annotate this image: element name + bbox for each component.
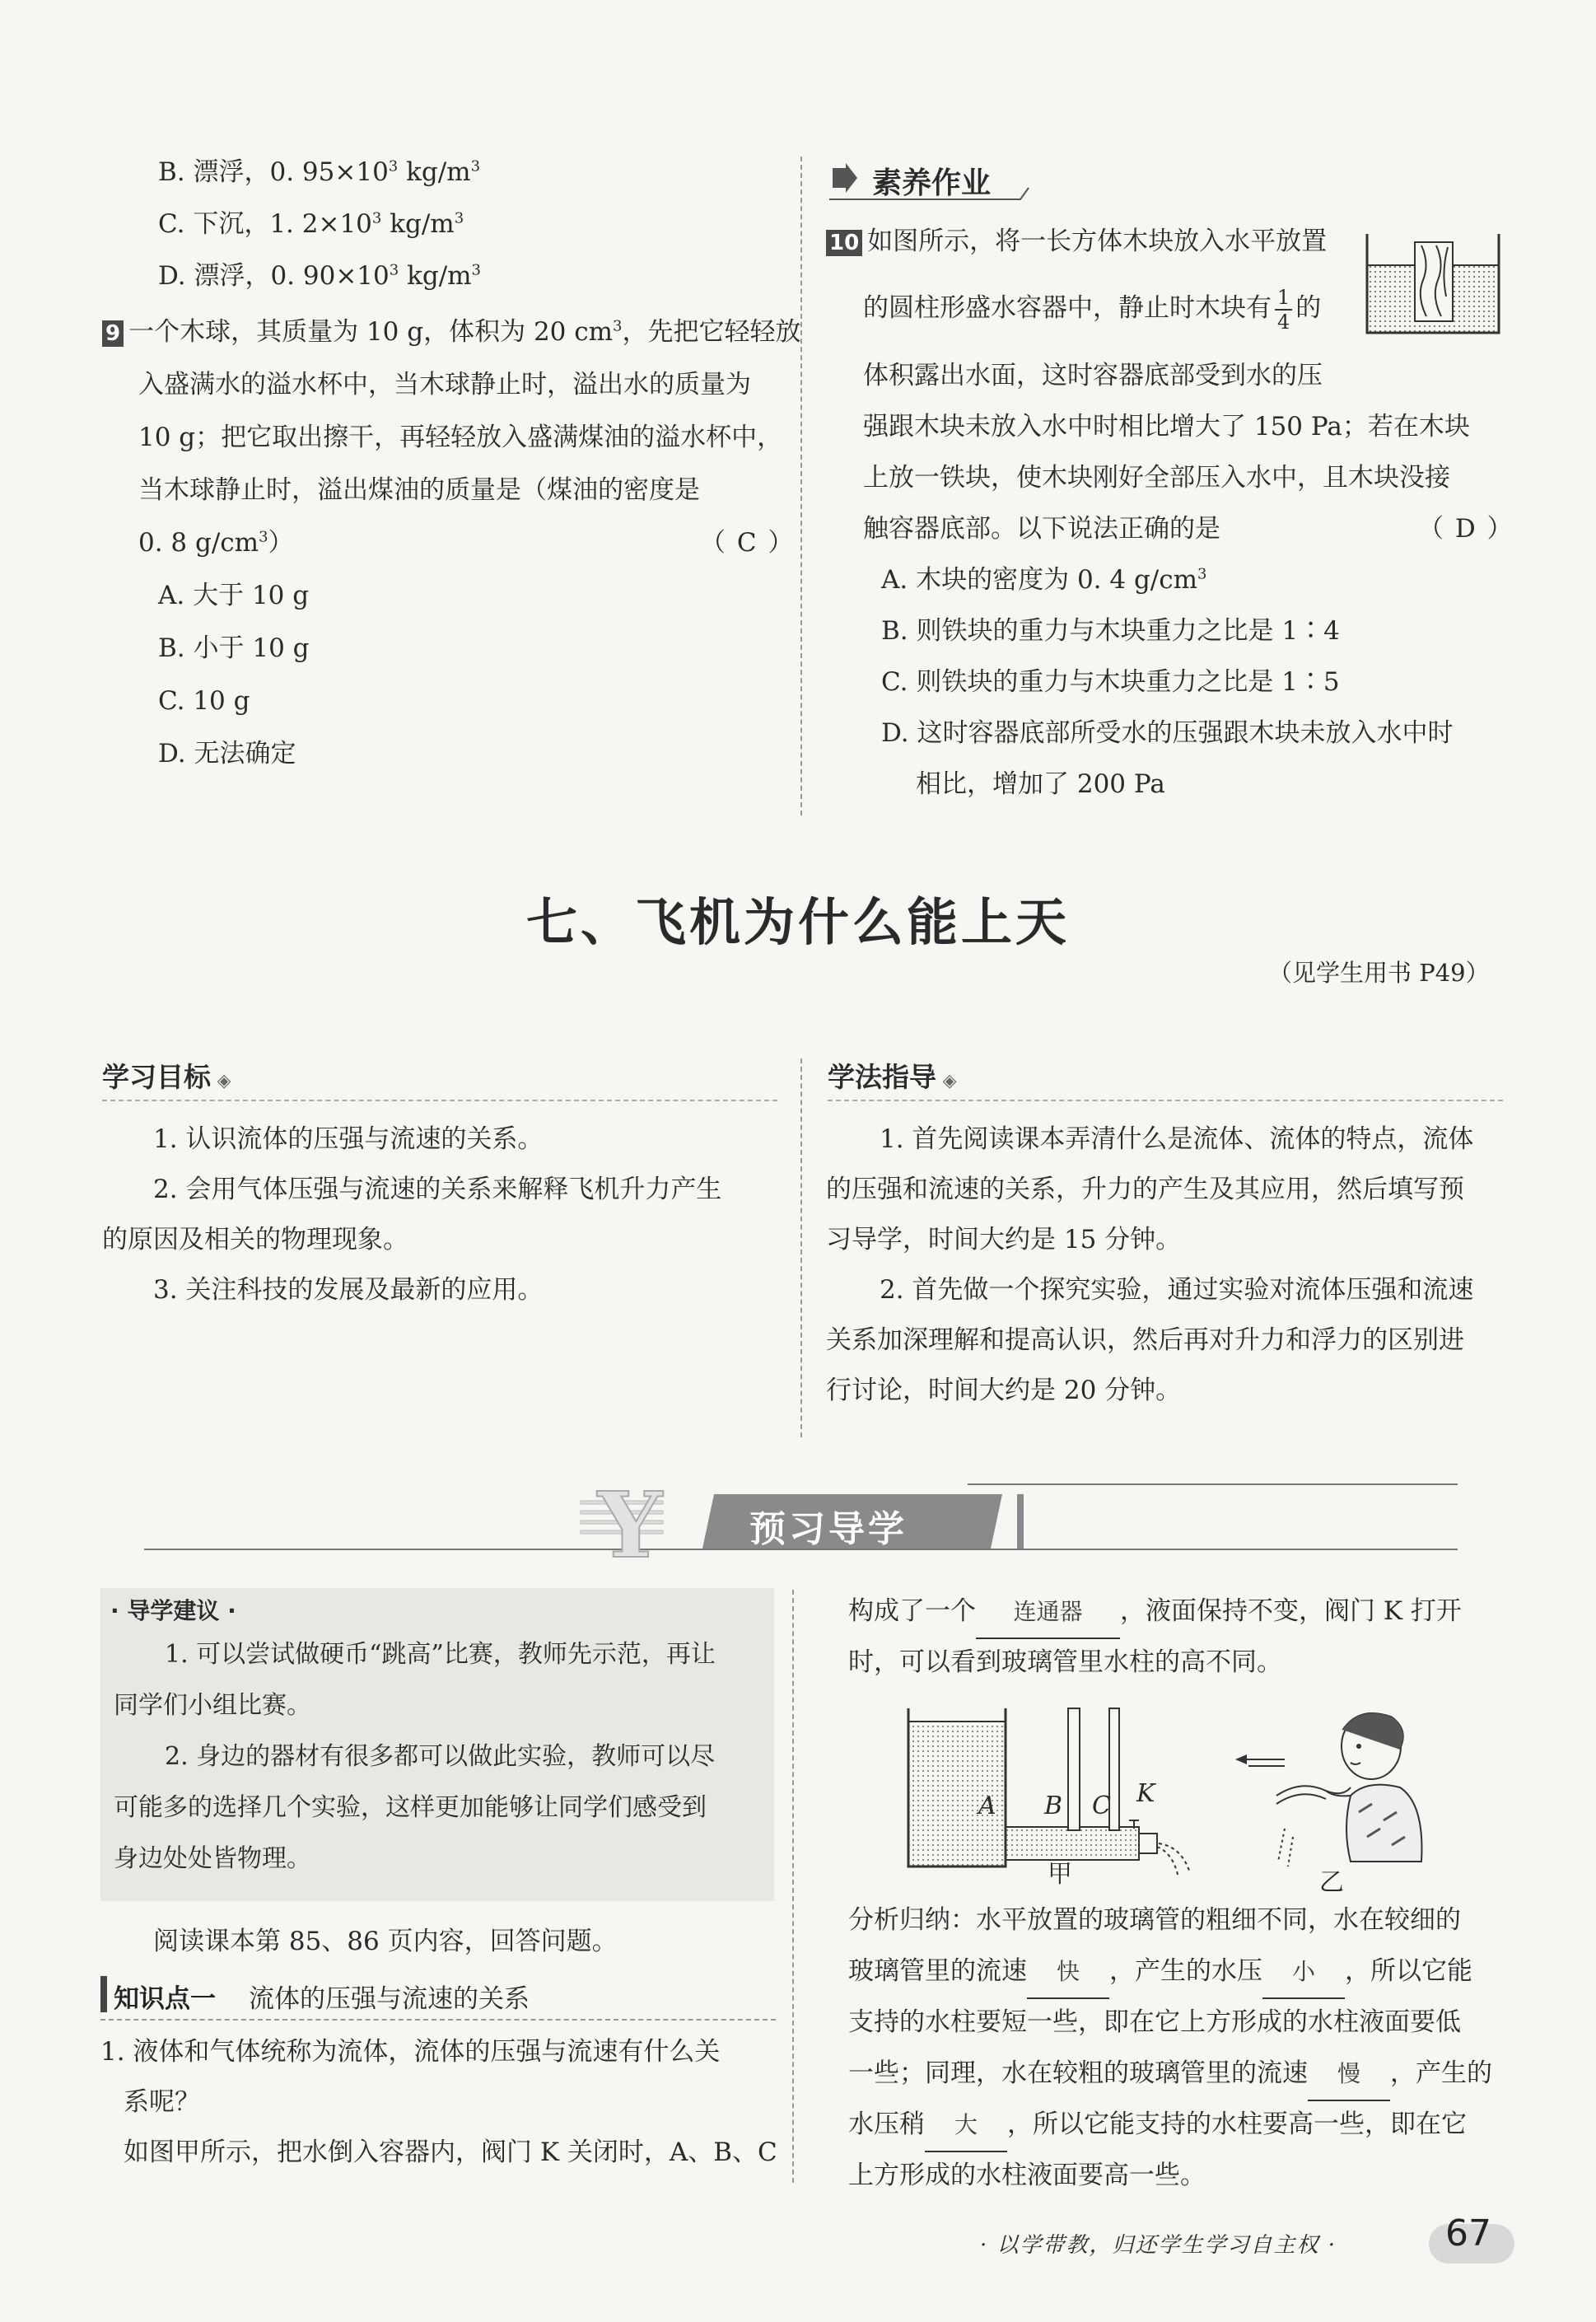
q8-option-d: D. 漂浮，0. $90\times 10^3$ $kg/m^3$ xyxy=(158,261,481,291)
column-divider-middle xyxy=(800,1058,802,1437)
q9-line4: 当木球静止时，溢出煤油的质量是（煤油的密度是 xyxy=(138,475,700,505)
q9-option-a: A. 大于 10 g xyxy=(158,581,310,610)
q10-option-d-line1: D. 这时容器底部所受水的压强跟木块未放入水中时 xyxy=(881,718,1454,748)
analysis-line-3: 支持的水柱要短一些，即在它上方形成的水柱液面要低 xyxy=(848,2007,1461,2037)
knowledge-point-title: 流体的压强与流速的关系 xyxy=(249,1984,530,2014)
page-number: 67 xyxy=(1445,2212,1491,2254)
label-b: B xyxy=(1044,1792,1063,1820)
rb-line2: 时，可以看到玻璃管里水柱的高不同。 xyxy=(848,1647,1282,1677)
q10-option-d-line2: 相比，增加了 200 Pa xyxy=(916,769,1165,799)
knowledge-point-label: 知识点一 xyxy=(114,1984,216,2014)
q1-line3: 如图甲所示，把水倒入容器内，阀门 K 关闭时，A、B、C xyxy=(124,2137,777,2167)
analysis-line-6: 上方形成的水柱液面要高一些。 xyxy=(848,2161,1206,2190)
figure-caption-jia: 甲 xyxy=(1048,1860,1072,1889)
goals-underline xyxy=(102,1100,777,1105)
method-heading: 学法指导 ◈ xyxy=(828,1061,957,1093)
suggestion-line-3: 2. 身边的器材有很多都可以做此实验，教师可以尽 xyxy=(165,1742,716,1771)
svg-text:Y: Y xyxy=(597,1483,663,1565)
method-line-2: 的压强和流速的关系，升力的产生及其应用，然后填写预 xyxy=(826,1175,1464,1204)
container-with-wood-block-figure xyxy=(1359,231,1507,338)
q9-option-b: B. 小于 10 g xyxy=(158,633,310,663)
q9-line5: 0. 8 $g/cm^3$） xyxy=(138,528,294,558)
q10-line6: 触容器底部。以下说法正确的是 xyxy=(863,514,1220,544)
goal-2: 2. 会用气体压强与流速的关系来解释飞机升力产生 xyxy=(153,1175,722,1204)
analysis-line-2: 玻璃管里的流速 快 ，产生的水压 小 ，所以它能 xyxy=(848,1946,1472,1999)
q10-number: 10 xyxy=(826,230,862,256)
q10-line3: 体积露出水面，这时容器底部受到水的压 xyxy=(863,361,1323,390)
figure-caption-yi: 乙 xyxy=(1319,1868,1344,1897)
diamond-icon: ◈ xyxy=(211,1071,231,1091)
label-k: K xyxy=(1136,1779,1155,1808)
method-underline xyxy=(828,1100,1503,1105)
q9-number: 9 xyxy=(102,320,124,347)
q10-option-b: B. 则铁块的重力与木块重力之比是 1∶4 xyxy=(881,616,1340,646)
guide-suggestion-heading: · 导学建议 · xyxy=(110,1597,236,1624)
q10-line2: 的圆柱形盛水容器中，静止时木块有 $\frac{1}{4}$ 的 xyxy=(863,285,1322,334)
goal-2-cont: 的原因及相关的物理现象。 xyxy=(102,1225,408,1254)
label-a: A xyxy=(978,1792,996,1820)
diamond-icon: ◈ xyxy=(936,1071,957,1091)
boy-blowing-paper-figure-yi xyxy=(1227,1705,1433,1886)
method-line-3: 习导学，时间大约是 15 分钟。 xyxy=(826,1225,1182,1254)
suggestion-line-2: 同学们小组比赛。 xyxy=(114,1691,311,1720)
preview-banner: Y 预习导学 xyxy=(144,1483,1458,1565)
goal-3: 3. 关注科技的发展及最新的应用。 xyxy=(153,1275,544,1305)
reading-instruction: 阅读课本第 85、86 页内容，回答问题。 xyxy=(153,1927,618,1956)
method-line-1: 1. 首先阅读课本弄清什么是流体、流体的特点，流体 xyxy=(880,1124,1474,1154)
knowledge-point-header xyxy=(100,1973,776,2021)
label-c: C xyxy=(1092,1792,1111,1820)
blank-small: 小 xyxy=(1262,1946,1345,1999)
q10-option-a: A. 木块的密度为 0. 4 $g/cm^3$ xyxy=(881,565,1207,595)
q9-line3: 10 g；把它取出擦干，再轻轻放入盛满煤油的溢水杯中， xyxy=(138,423,783,452)
suggestion-line-5: 身边处处皆物理。 xyxy=(114,1844,311,1873)
q10-option-c: C. 则铁块的重力与木块重力之比是 1∶5 xyxy=(881,667,1340,697)
footer-motto: · 以学带教，归还学生学习自主权 · xyxy=(980,2233,1337,2258)
q9-line1: 9 一个木球，其质量为 10 g，体积为 20 $cm^3$，先把它轻轻放 xyxy=(102,306,800,357)
guide-suggestion-box xyxy=(100,1588,774,1901)
q10-line5: 上放一铁块，使木块刚好全部压入水中，且木块没接 xyxy=(863,463,1450,493)
method-line-6: 行讨论，时间大约是 20 分钟。 xyxy=(826,1376,1182,1405)
suyang-header: 素养作业 xyxy=(826,157,1032,203)
rb-line1: 构成了一个 连通器 ，液面保持不变，阀门 K 打开 xyxy=(848,1586,1462,1639)
blank-slow: 慢 xyxy=(1308,2049,1390,2101)
q9-line2: 入盛满水的溢水杯中，当木球静止时，溢出水的质量为 xyxy=(138,370,751,399)
method-line-5: 关系加深理解和提高认识，然后再对升力和浮力的区别进 xyxy=(826,1325,1464,1355)
blank-large: 大 xyxy=(925,2100,1007,2152)
goals-heading: 学习目标 ◈ xyxy=(102,1061,231,1093)
analysis-line-4: 一些；同理，水在较粗的玻璃管里的流速 慢 ，产生的 xyxy=(848,2048,1492,2101)
column-divider-top xyxy=(800,157,802,815)
column-divider-bottom xyxy=(792,1590,794,2183)
y-letter-icon xyxy=(572,1483,679,1565)
blank-connector: 连通器 xyxy=(976,1586,1120,1639)
q10-line1: 10 如图所示，将一长方体木块放入水平放置 xyxy=(826,216,1327,267)
q1-line2: 系呢？ xyxy=(124,2087,200,2117)
q10-line4: 强跟木块未放入水中时相比增大了 150 Pa；若在木块 xyxy=(863,412,1470,442)
q9-option-c: C. 10 g xyxy=(158,686,250,716)
q1-line1: 1. 液体和气体统称为流体，流体的压强与流速有什么关 xyxy=(100,2037,721,2067)
analysis-line-1: 分析归纳：水平放置的玻璃管的粗细不同，水在较细的 xyxy=(848,1905,1461,1935)
chapter-title: 七、飞机为什么能上天 xyxy=(525,892,1070,952)
goal-1: 1. 认识流体的压强与流速的关系。 xyxy=(153,1124,544,1154)
q10-answer: （ D ） xyxy=(1418,514,1514,544)
q8-option-b: B. 漂浮，0. $95\times 10^3$ $kg/m^3$ xyxy=(158,157,481,187)
fraction-one-quarter: $\frac{1}{4}$ xyxy=(1275,286,1292,334)
chapter-reference: （见学生用书 P49） xyxy=(1268,959,1490,987)
q9-answer: （ C ） xyxy=(700,528,796,558)
blank-fast: 快 xyxy=(1027,1946,1109,1999)
q9-option-d: D. 无法确定 xyxy=(158,739,296,769)
q8-option-c: C. 下沉，1. $2\times 10^3$ $kg/m^3$ xyxy=(158,209,464,239)
analysis-line-5: 水压稍 大 ，所以它能支持的水柱要高一些，即在它 xyxy=(848,2099,1467,2152)
suggestion-line-4: 可能多的选择几个实验，这样更加能够让同学们感受到 xyxy=(114,1793,707,1822)
method-line-4: 2. 首先做一个探究实验，通过实验对流体压强和流速 xyxy=(880,1275,1474,1305)
suggestion-line-1: 1. 可以尝试做硬币“跳高”比赛，教师先示范，再让 xyxy=(165,1640,716,1669)
